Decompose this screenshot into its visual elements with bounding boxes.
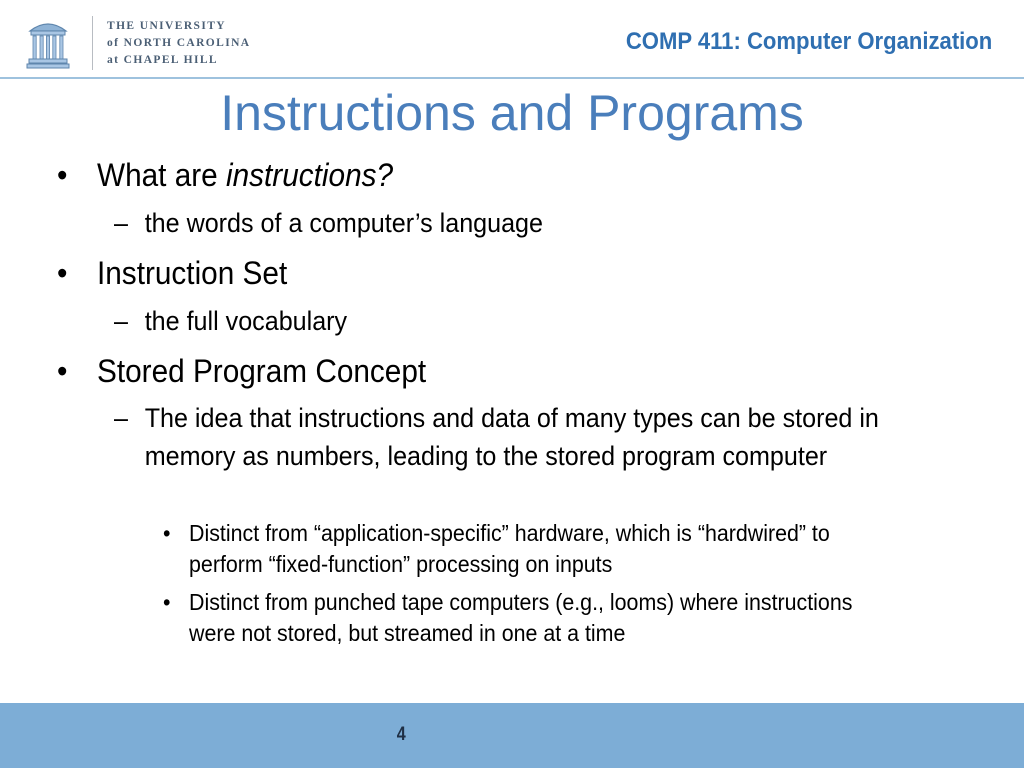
- bullet-text: Stored Program Concept: [96, 353, 427, 389]
- bullet-marker: •: [163, 589, 171, 615]
- university-wordmark: [107, 18, 251, 69]
- dash-marker: –: [114, 306, 128, 336]
- slide-header: [0, 0, 1024, 78]
- bullet-text: Instruction Set: [96, 255, 288, 291]
- bullet-text: What are: [96, 157, 226, 193]
- old-well-icon: [26, 15, 70, 71]
- bullet-emphasis: instructions?: [225, 157, 394, 193]
- sub-bullet-text: the words of a computer’s language: [144, 208, 543, 238]
- sub-sub-bullet-item: [163, 587, 888, 648]
- header-divider: [0, 77, 1024, 79]
- university-logo: [26, 13, 251, 73]
- sub-bullet-item: [114, 205, 895, 243]
- logo-divider: [92, 16, 93, 70]
- wordmark-line: THE UNIVERSITY: [107, 19, 226, 32]
- sub-bullet-text: The idea that instructions and data of many types can be stored in memory as numbers, leading to the stored program computer: [144, 403, 879, 471]
- wordmark-line: at CHAPEL HILL: [107, 53, 218, 66]
- wordmark-line: of NORTH CAROLINA: [107, 36, 251, 49]
- bullet-marker: •: [57, 157, 68, 193]
- dash-marker: –: [114, 208, 128, 238]
- sub-bullet-text: the full vocabulary: [144, 306, 348, 336]
- course-title: COMP 411: Computer Organization: [625, 28, 992, 55]
- sub-sub-bullet-item: [163, 518, 888, 579]
- page-number: 4: [396, 724, 406, 745]
- sub-sub-bullet-text: Distinct from “application-specific” hardware, which is “hardwired” to perform “fixed-function” processing on inputs: [189, 520, 830, 577]
- bullet-item: [57, 155, 393, 195]
- dash-marker: –: [114, 403, 128, 433]
- bullet-item: [57, 351, 426, 391]
- bullet-item: [57, 253, 287, 293]
- sub-bullet-item: [114, 400, 895, 475]
- bullet-marker: •: [163, 520, 171, 546]
- slide-title: Instructions and Programs: [220, 85, 804, 141]
- bullet-marker: •: [57, 255, 68, 291]
- footer-bar: [0, 703, 1024, 768]
- sub-bullet-item: [114, 303, 895, 341]
- bullet-marker: •: [57, 353, 68, 389]
- sub-sub-bullet-text: Distinct from punched tape computers (e.g., looms) where instructions were not stored, but streamed in one at a time: [189, 589, 853, 646]
